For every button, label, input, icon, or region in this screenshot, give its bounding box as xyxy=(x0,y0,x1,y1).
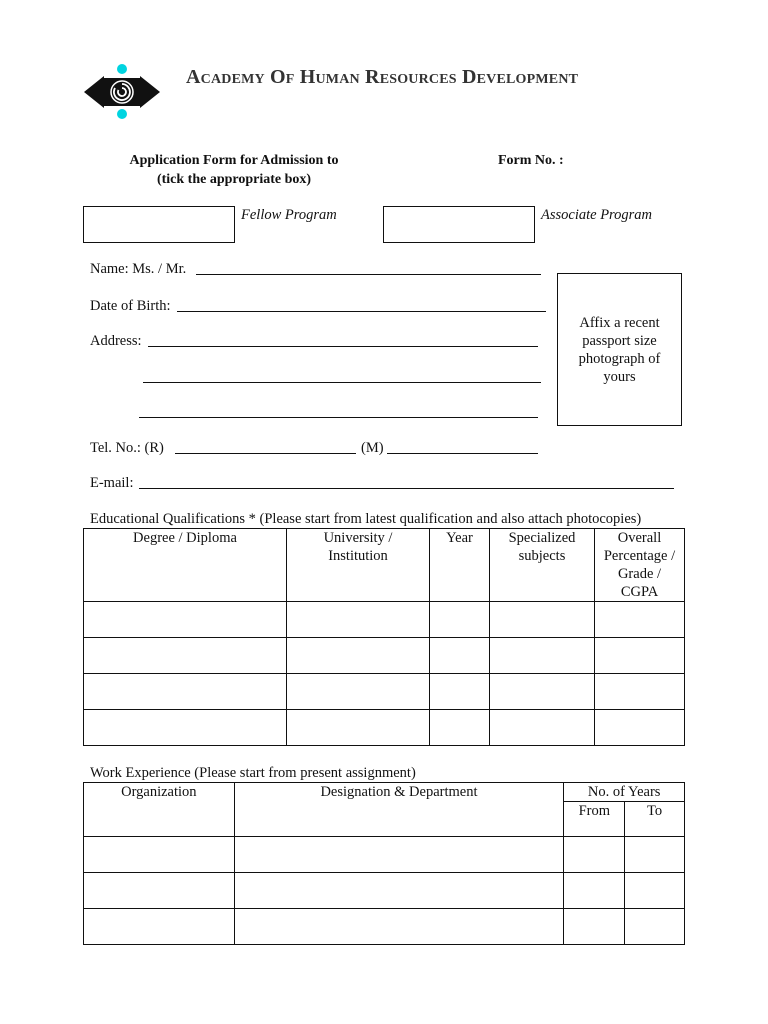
academy-title: Academy Of Human Resources Development xyxy=(186,66,579,88)
work-caption: Work Experience (Please start from present assignment) xyxy=(90,765,416,781)
table-cell[interactable] xyxy=(430,710,490,746)
name-field[interactable] xyxy=(196,274,541,275)
table-cell[interactable] xyxy=(84,873,235,909)
tel-residence-field[interactable] xyxy=(175,453,356,454)
table-cell[interactable] xyxy=(287,638,430,674)
table-cell[interactable] xyxy=(564,909,625,945)
table-cell[interactable] xyxy=(625,909,685,945)
dob-label: Date of Birth: xyxy=(90,298,171,314)
table-cell[interactable] xyxy=(287,674,430,710)
col-to: To xyxy=(625,802,685,837)
col-university: University / Institution xyxy=(287,529,430,602)
table-row xyxy=(84,674,685,710)
mobile-label: (M) xyxy=(361,440,384,456)
address-field-line1[interactable] xyxy=(148,346,538,347)
table-cell[interactable] xyxy=(490,710,595,746)
email-field[interactable] xyxy=(139,488,674,489)
table-row xyxy=(84,710,685,746)
table-row xyxy=(84,638,685,674)
photo-text-line2: passport size xyxy=(582,332,657,349)
table-cell[interactable] xyxy=(84,909,235,945)
table-cell[interactable] xyxy=(234,873,564,909)
form-number-label: Form No. : xyxy=(498,153,564,168)
table-cell[interactable] xyxy=(84,710,287,746)
aura-logo-icon xyxy=(82,64,162,120)
col-years: No. of Years xyxy=(564,783,685,802)
photo-text-line4: yours xyxy=(603,368,636,385)
table-row xyxy=(84,909,685,945)
table-cell[interactable] xyxy=(564,837,625,873)
education-table xyxy=(83,528,685,746)
tel-mobile-field[interactable] xyxy=(387,453,538,454)
col-overall: Overall Percentage / Grade / CGPA xyxy=(595,529,685,602)
dob-field[interactable] xyxy=(177,311,546,312)
col-from: From xyxy=(564,802,625,837)
tel-label: Tel. No.: (R) xyxy=(90,440,164,456)
table-cell[interactable] xyxy=(490,638,595,674)
table-cell[interactable] xyxy=(84,638,287,674)
table-cell[interactable] xyxy=(625,873,685,909)
table-cell[interactable] xyxy=(84,674,287,710)
col-degree: Degree / Diploma xyxy=(84,529,287,602)
photo-text-line3: photograph of xyxy=(578,350,661,367)
col-specialized: Specialized subjects xyxy=(490,529,595,602)
form-heading-line2: (tick the appropriate box) xyxy=(156,172,312,187)
table-cell[interactable] xyxy=(490,602,595,638)
address-field-line3[interactable] xyxy=(139,417,538,418)
fellow-program-checkbox[interactable] xyxy=(83,206,235,243)
table-row xyxy=(84,837,685,873)
table-cell[interactable] xyxy=(625,837,685,873)
table-cell[interactable] xyxy=(287,602,430,638)
table-cell[interactable] xyxy=(84,837,235,873)
associate-program-label: Associate Program xyxy=(541,207,653,223)
education-caption: Educational Qualifications * (Please start from latest qualification and also attach photocopies) xyxy=(90,511,642,527)
address-field-line2[interactable] xyxy=(143,382,541,383)
email-label: E-mail: xyxy=(90,475,134,491)
table-row xyxy=(84,602,685,638)
table-cell[interactable] xyxy=(287,710,430,746)
table-row xyxy=(84,873,685,909)
table-cell[interactable] xyxy=(564,873,625,909)
photo-box xyxy=(557,273,682,426)
photo-text-line1: Affix a recent xyxy=(579,314,660,331)
table-cell[interactable] xyxy=(234,909,564,945)
associate-program-checkbox[interactable] xyxy=(383,206,535,243)
address-label: Address: xyxy=(90,333,142,349)
name-label: Name: Ms. / Mr. xyxy=(90,261,187,277)
col-year: Year xyxy=(430,529,490,602)
col-designation: Designation & Department xyxy=(234,783,564,837)
table-cell[interactable] xyxy=(595,638,685,674)
table-cell[interactable] xyxy=(595,710,685,746)
form-heading-line1: Application Form for Admission to xyxy=(129,153,339,168)
table-cell[interactable] xyxy=(595,602,685,638)
fellow-program-label: Fellow Program xyxy=(241,207,337,223)
table-cell[interactable] xyxy=(595,674,685,710)
table-cell[interactable] xyxy=(430,638,490,674)
table-cell[interactable] xyxy=(430,602,490,638)
work-table xyxy=(83,782,685,945)
table-cell[interactable] xyxy=(430,674,490,710)
table-cell[interactable] xyxy=(234,837,564,873)
work-header-row xyxy=(84,783,685,802)
education-header-row xyxy=(84,529,685,602)
table-cell[interactable] xyxy=(84,602,287,638)
table-cell[interactable] xyxy=(490,674,595,710)
col-organization: Organization xyxy=(84,783,235,837)
